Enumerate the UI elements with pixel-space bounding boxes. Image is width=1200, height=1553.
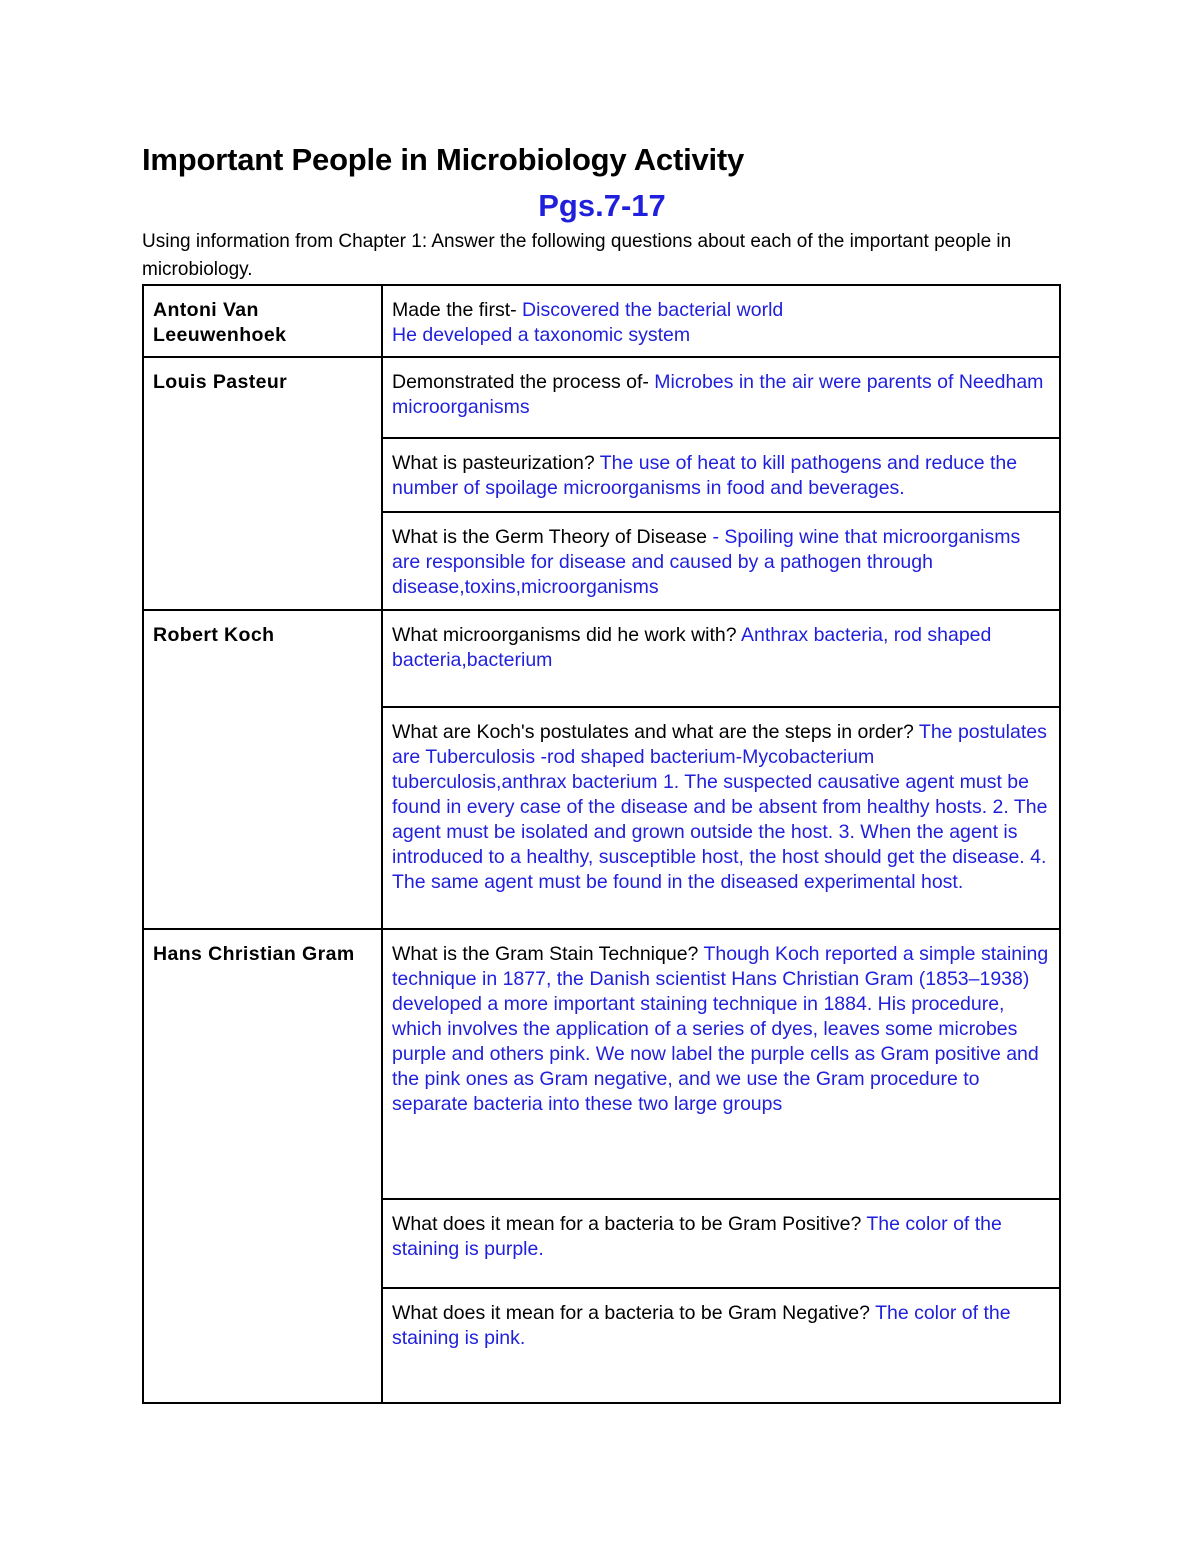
- answer-text: The use of heat to kill pathogens and reduce the number of spoilage microorganisms in food and beverages.: [392, 452, 1018, 499]
- answer-cell: [382, 512, 1060, 610]
- answer-text: Anthrax bacteria, rod shaped bacteria,bacterium: [392, 624, 992, 671]
- question-text: What microorganisms did he work with?: [392, 624, 741, 646]
- person-name: Hans Christian Gram: [143, 929, 382, 1403]
- answer-cell: [382, 707, 1060, 929]
- answer-text: Though Koch reported a simple staining technique in 1877, the Danish scientist Hans Christian Gram (1853–1938) developed a more important staining technique in 1884. His procedure, which involves the application of a series of dyes, leaves some microbes purple and others pink. We now label the purple cells as Gram positive and the pink ones as Gram negative, and we use the Gram procedure to separate bacteria into these two large groups: [392, 943, 1049, 1115]
- answer-cell: [382, 610, 1060, 707]
- question-text: What does it mean for a bacteria to be Gram Positive?: [392, 1213, 867, 1235]
- people-table: [142, 284, 1061, 1404]
- page-title: Important People in Microbiology Activity: [142, 142, 745, 177]
- answer-text: The color of the staining is pink.: [392, 1302, 1011, 1349]
- answer-cell: [382, 929, 1060, 1199]
- answer-cell: [382, 357, 1060, 438]
- person-name: Antoni Van Leeuwenhoek: [143, 285, 382, 357]
- table-row: [143, 929, 1060, 1199]
- question-text: What is the Germ Theory of Disease: [392, 526, 713, 548]
- answer-text: The postulates are Tuberculosis -rod shaped bacterium-Mycobacterium tuberculosis,anthrax bacterium 1. The suspected causative agent must be found in every case of the disease and be absent from healthy hosts. 2. The agent must be isolated and grown outside the host. 3. When the agent is introduced to a healthy, susceptible host, the host should get the disease. 4. The same agent must be found in the diseased experimental host.: [392, 721, 1048, 893]
- question-text: What are Koch's postulates and what are the steps in order?: [392, 721, 919, 743]
- answer-text: - Spoiling wine that microorganisms are responsible for disease and caused by a pathogen through disease,toxins,microorganisms: [392, 526, 1021, 598]
- table-row: [143, 285, 1060, 357]
- worksheet: [142, 138, 1062, 1404]
- answer-cell: [382, 285, 1060, 357]
- question-text: What does it mean for a bacteria to be Gram Negative?: [392, 1302, 876, 1324]
- question-text: What is the Gram Stain Technique?: [392, 943, 704, 965]
- question-text: Demonstrated the process of-: [392, 371, 655, 393]
- table-row: [143, 357, 1060, 438]
- answer-text: Microbes in the air were parents of Needham microorganisms: [392, 371, 1044, 418]
- answer-text: He developed a taxonomic system: [392, 324, 691, 346]
- question-text: What is pasteurization?: [392, 452, 600, 474]
- instructions: Using information from Chapter 1: Answer the following questions about each of the important people in microbiology.: [142, 231, 1012, 280]
- answer-cell: [382, 1199, 1060, 1288]
- page-range: Pgs.7-17: [538, 188, 666, 223]
- person-name: Robert Koch: [143, 610, 382, 929]
- person-name: Louis Pasteur: [143, 357, 382, 610]
- answer-text: The color of the staining is purple.: [392, 1213, 1002, 1260]
- table-row: [143, 610, 1060, 707]
- answer-cell: [382, 1288, 1060, 1403]
- question-text: Made the first-: [392, 299, 523, 321]
- answer-text: Discovered the bacterial world: [522, 299, 784, 321]
- answer-cell: [382, 438, 1060, 512]
